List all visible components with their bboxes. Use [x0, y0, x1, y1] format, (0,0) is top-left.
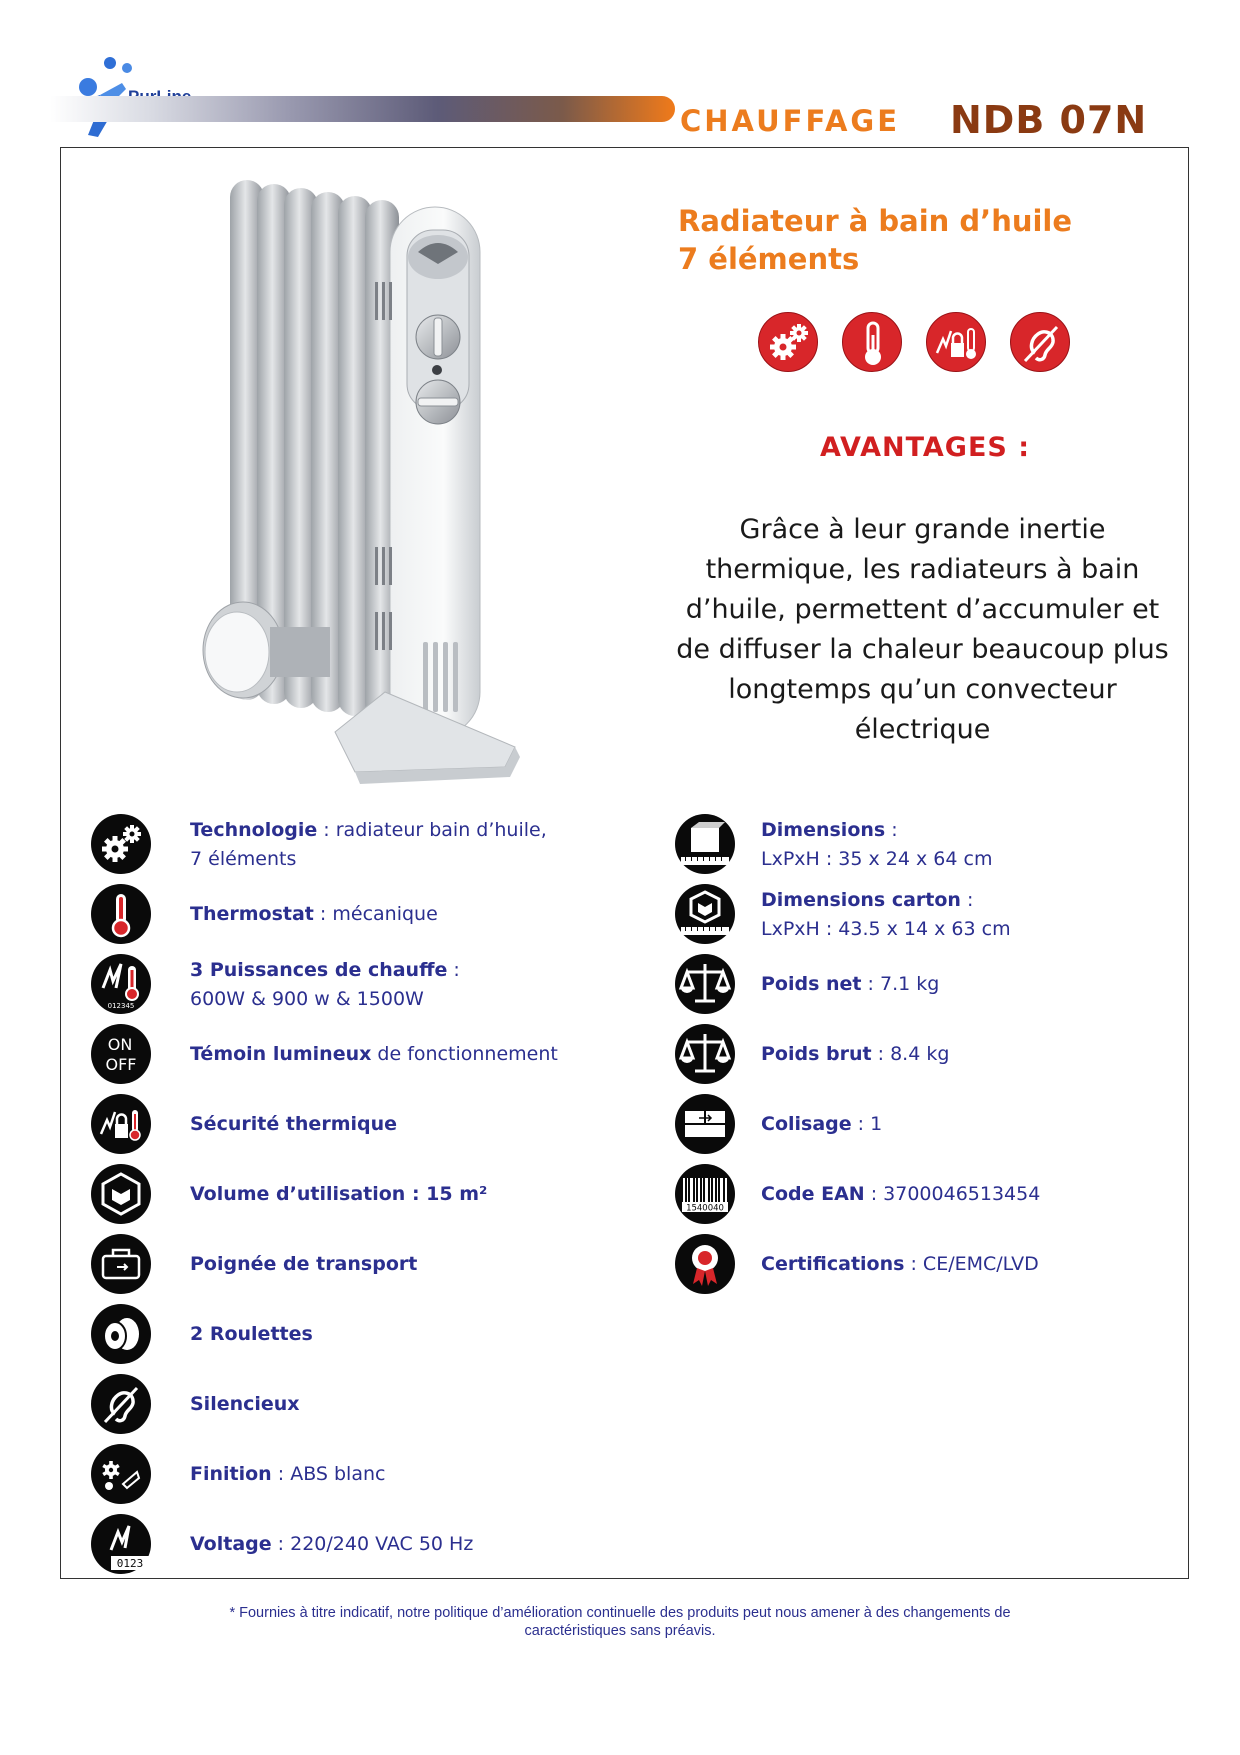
spec-dimensions: [761, 816, 992, 874]
spec-value-line2: 7 éléments: [190, 848, 297, 870]
spec-technologie: [190, 816, 547, 874]
disclaimer-line2: caractéristiques sans préavis.: [524, 1623, 716, 1639]
spec-value: :: [960, 889, 974, 911]
spec-label: Poignée de transport: [190, 1253, 418, 1275]
spec-value: :: [447, 959, 460, 981]
spec-label: 2 Roulettes: [190, 1323, 313, 1345]
spec-label: Finition: [190, 1463, 272, 1485]
spec-poignee: [190, 1250, 417, 1279]
spec-label: Sécurité thermique: [190, 1113, 398, 1135]
spec-value-line2: 600W & 900 w & 1500W: [190, 988, 424, 1010]
spec-label: Thermostat: [190, 903, 314, 925]
spec-value: : 8.4 kg: [871, 1043, 950, 1065]
power-levels-digits: 012345: [107, 1002, 135, 1010]
product-title-line1: Radiateur à bain d’huile: [678, 204, 1073, 238]
advantages-description: Grâce à leur grande inertie thermique, les radiateurs à bain d’huile, permettent d’accumuler et de diffuser la chaleur beaucoup plus longtemps qu’un convecteur électrique: [676, 514, 1169, 745]
gears-icon: [91, 814, 151, 874]
spec-label: Dimensions: [761, 819, 886, 841]
spec-label: Poids net: [761, 973, 862, 995]
thermometer-icon: [842, 312, 902, 372]
silent-ear-icon: [1010, 312, 1070, 372]
spec-poids-net: [761, 970, 939, 999]
spec-label: Colisage: [761, 1113, 852, 1135]
spec-value: : ABS blanc: [271, 1463, 386, 1485]
spec-value: : 3700046513454: [864, 1183, 1041, 1205]
finish-icon: [91, 1444, 151, 1504]
spec-value: : CE/EMC/LVD: [904, 1253, 1039, 1275]
carry-handle-icon: [91, 1234, 151, 1294]
disclaimer-line1: * Fournies à titre indicatif, notre politique d’amélioration continuelle des produits peut nous amener à des changements de: [229, 1605, 1011, 1621]
spec-label: Voltage: [190, 1533, 272, 1555]
packaging-icon: [675, 1094, 735, 1154]
spec-value: : mécanique: [313, 903, 438, 925]
spec-volume: [190, 1180, 487, 1209]
spec-value: : radiateur bain d’huile,: [317, 819, 547, 841]
spec-value: de fonctionnement: [371, 1043, 558, 1065]
spec-code-ean: [761, 1180, 1040, 1209]
spec-value: : 1: [851, 1113, 883, 1135]
spec-dimensions-carton: [761, 886, 1011, 944]
category-heading: CHAUFFAGE: [680, 104, 901, 138]
spec-colisage: [761, 1110, 882, 1139]
voltage-digits: 0123: [116, 1557, 144, 1570]
product-title: [678, 202, 1072, 278]
barcode-number: 1540040: [686, 1203, 724, 1214]
spec-value: : 7.1 kg: [861, 973, 940, 995]
spec-puissances: [190, 956, 460, 1014]
off-label: OFF: [105, 1055, 137, 1074]
spec-value-line2: LxPxH : 35 x 24 x 64 cm: [761, 848, 993, 870]
spec-finition: [190, 1460, 385, 1489]
spec-label: 3 Puissances de chauffe: [190, 959, 448, 981]
silent-ear-icon: [91, 1374, 151, 1434]
oil-radiator-image: [185, 172, 535, 802]
thermal-safety-icon: [926, 312, 986, 372]
carton-dimensions-icon: [675, 884, 735, 944]
feature-icon-row: [758, 312, 1068, 374]
spec-certifications: [761, 1250, 1039, 1279]
barcode-icon: [675, 1164, 735, 1224]
disclaimer-footer: [120, 1604, 1120, 1640]
certification-icon: [675, 1234, 735, 1294]
dimensions-icon: [675, 814, 735, 874]
spec-label: Technologie: [190, 819, 318, 841]
spec-temoin: [190, 1040, 558, 1069]
model-number: NDB 07N: [950, 98, 1148, 142]
net-weight-icon: [675, 954, 735, 1014]
advantages-heading: AVANTAGES :: [819, 432, 1031, 463]
on-label: ON: [107, 1035, 133, 1054]
spec-label: Témoin lumineux: [190, 1043, 372, 1065]
on-off-icon: [91, 1024, 151, 1084]
product-title-line2: 7 éléments: [678, 242, 860, 276]
wheels-icon: [91, 1304, 151, 1364]
thermometer-icon: [91, 884, 151, 944]
spec-voltage: [190, 1530, 473, 1559]
spec-label: Silencieux: [190, 1393, 300, 1415]
spec-roulettes: [190, 1320, 313, 1349]
spec-value: : 220/240 VAC 50 Hz: [271, 1533, 474, 1555]
spec-label: Code EAN: [761, 1183, 865, 1205]
spec-label: Dimensions carton: [761, 889, 961, 911]
header-gradient-bar: [50, 96, 675, 122]
spec-value-line2: LxPxH : 43.5 x 14 x 63 cm: [761, 918, 1011, 940]
spec-label: Poids brut: [761, 1043, 872, 1065]
gears-icon: [758, 312, 818, 372]
gross-weight-icon: [675, 1024, 735, 1084]
spec-label: Certifications: [761, 1253, 905, 1275]
thermal-safety-icon: [91, 1094, 151, 1154]
power-levels-icon: [91, 954, 151, 1014]
spec-value: :: [885, 819, 898, 841]
spec-thermostat: [190, 900, 438, 929]
spec-label: Volume d’utilisation : 15 m²: [190, 1183, 488, 1205]
voltage-icon: [91, 1514, 151, 1574]
spec-silencieux: [190, 1390, 300, 1419]
spec-poids-brut: [761, 1040, 949, 1069]
spec-securite: [190, 1110, 397, 1139]
room-volume-icon: [91, 1164, 151, 1224]
